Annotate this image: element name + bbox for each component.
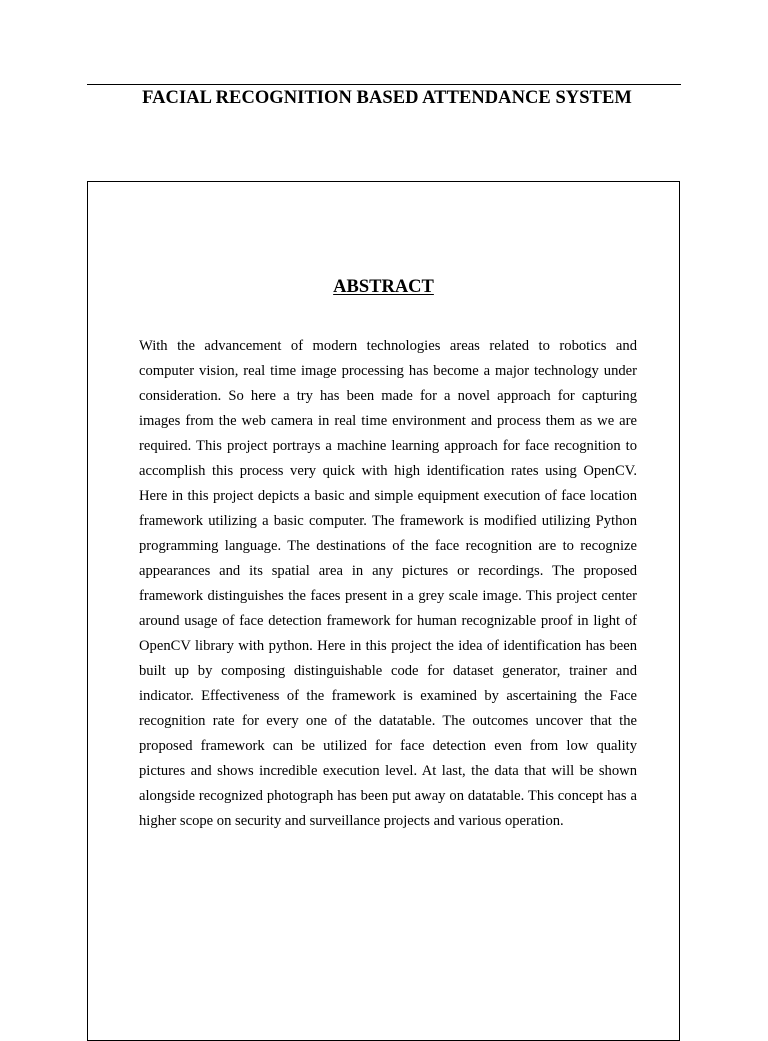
header-rule	[87, 84, 681, 85]
abstract-heading: ABSTRACT	[333, 277, 434, 297]
document-title: FACIAL RECOGNITION BASED ATTENDANCE SYSTEM	[142, 88, 632, 108]
abstract-frame	[87, 181, 680, 1041]
abstract-body: With the advancement of modern technologies areas related to robotics and computer vision, real time image processing has become a major technology under consideration. So here a try has been made for a novel approach for capturing images from the web camera in real time environment and process them as we are required. This project portrays a machine learning approach for face recognition to accomplish this process very quick with high identification rates using OpenCV. Here in this project depicts a basic and simple equipment execution of face location framework utilizing a basic computer. The framework is modified utilizing Python programming language. The destinations of the face recognition are to recognize appearances and its spatial area in any pictures or recordings. The proposed framework distinguishes the faces present in a grey scale image. This project center around usage of face detection framework for human recognizable proof in light of OpenCV library with python. Here in this project the idea of identification has been built up by composing distinguishable code for dataset generator, trainer and indicator. Effectiveness of the framework is examined by ascertaining the Face recognition rate for every one of the datatable. The outcomes uncover that the proposed framework can be utilized for face detection even from low quality pictures and shows incredible execution level. At last, the data that will be shown alongside recognized photograph has been put away on datatable. This concept has a higher scope on security and surveillance projects and various operation.	[139, 338, 637, 829]
